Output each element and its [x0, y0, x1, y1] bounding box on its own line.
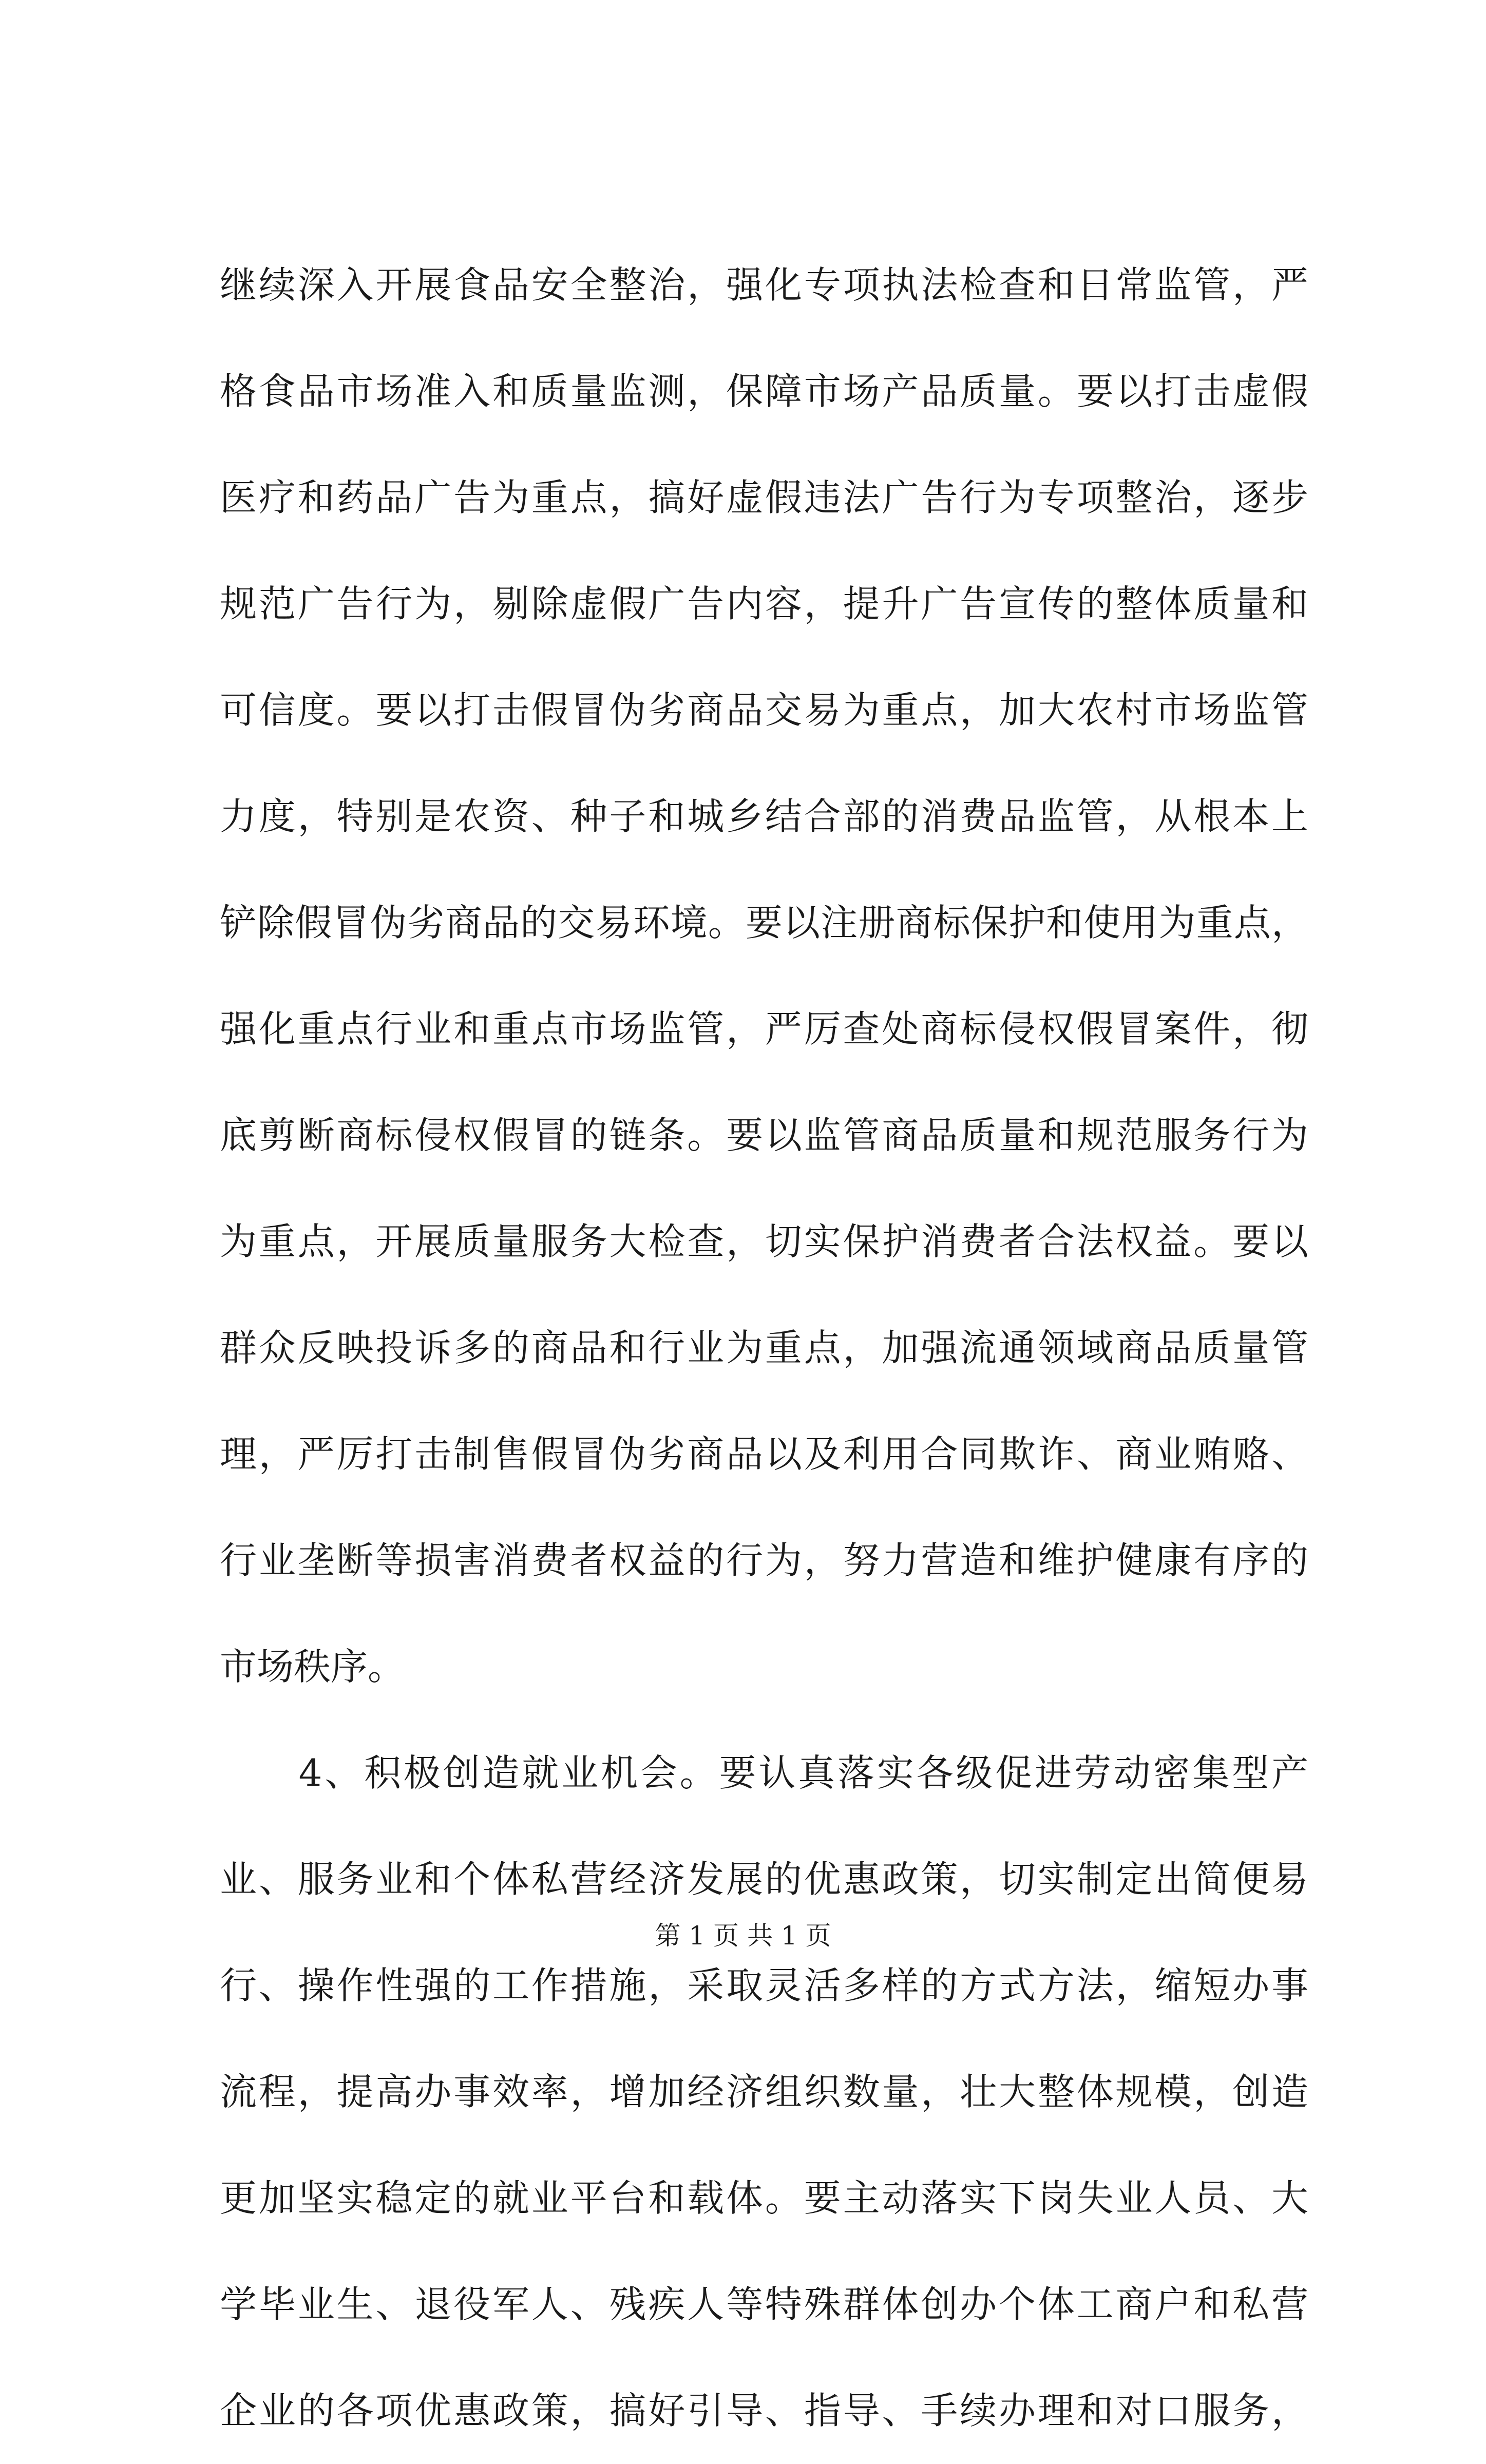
text-line: 铲除假冒伪劣商品的交易环境。要以注册商标保护和使用为重点， [220, 901, 1308, 944]
text-line: 格食品市场准入和质量监测，保障市场产品质量。要以打击虚假 [220, 370, 1308, 413]
text-line: 继续深入开展食品安全整治，强化专项执法检查和日常监管，严 [220, 263, 1308, 307]
text-line: 流程，提高办事效率，增加经济组织数量，壮大整体规模，创造 [220, 2070, 1308, 2113]
text-line: 行、操作性强的工作措施，采取灵活多样的方式方法，缩短办事 [220, 1964, 1308, 2007]
text-line: 更加坚实稳定的就业平台和载体。要主动落实下岗失业人员、大 [220, 2176, 1308, 2220]
text-line: 4、积极创造就业机会。要认真落实各级促进劳动密集型产 [220, 1751, 1308, 1794]
text-line: 强化重点行业和重点市场监管，严厉查处商标侵权假冒案件，彻 [220, 1007, 1308, 1050]
text-line: 企业的各项优惠政策，搞好引导、指导、手续办理和对口服务， [220, 2389, 1308, 2432]
text-line: 力度，特别是农资、种子和城乡结合部的消费品监管，从根本上 [220, 795, 1308, 838]
text-line: 市场秩序。 [220, 1645, 405, 1688]
text-line: 底剪断商标侵权假冒的链条。要以监管商品质量和规范服务行为 [220, 1114, 1308, 1157]
text-line: 行业垄断等损害消费者权益的行为，努力营造和维护健康有序的 [220, 1539, 1308, 1582]
body-text [220, 232, 1308, 2464]
text-line: 理，严厉打击制售假冒伪劣商品以及利用合同欺诈、商业贿赂、 [220, 1432, 1308, 1476]
text-line: 业、服务业和个体私营经济发展的优惠政策，切实制定出简便易 [220, 1858, 1308, 1901]
text-line: 群众反映投诉多的商品和行业为重点，加强流通领域商品质量管 [220, 1326, 1308, 1369]
text-line: 可信度。要以打击假冒伪劣商品交易为重点，加大农村市场监管 [220, 689, 1308, 732]
text-line: 医疗和药品广告为重点，搞好虚假违法广告行为专项整治，逐步 [220, 476, 1308, 519]
text-line: 为重点，开展质量服务大检查，切实保护消费者合法权益。要以 [220, 1220, 1308, 1263]
page-footer: 第 1 页 共 1 页 [655, 1921, 831, 1951]
text-line: 学毕业生、退役军人、残疾人等特殊群体创办个体工商户和私营 [220, 2283, 1308, 2326]
text-line: 规范广告行为，剔除虚假广告内容，提升广告宣传的整体质量和 [220, 582, 1308, 625]
